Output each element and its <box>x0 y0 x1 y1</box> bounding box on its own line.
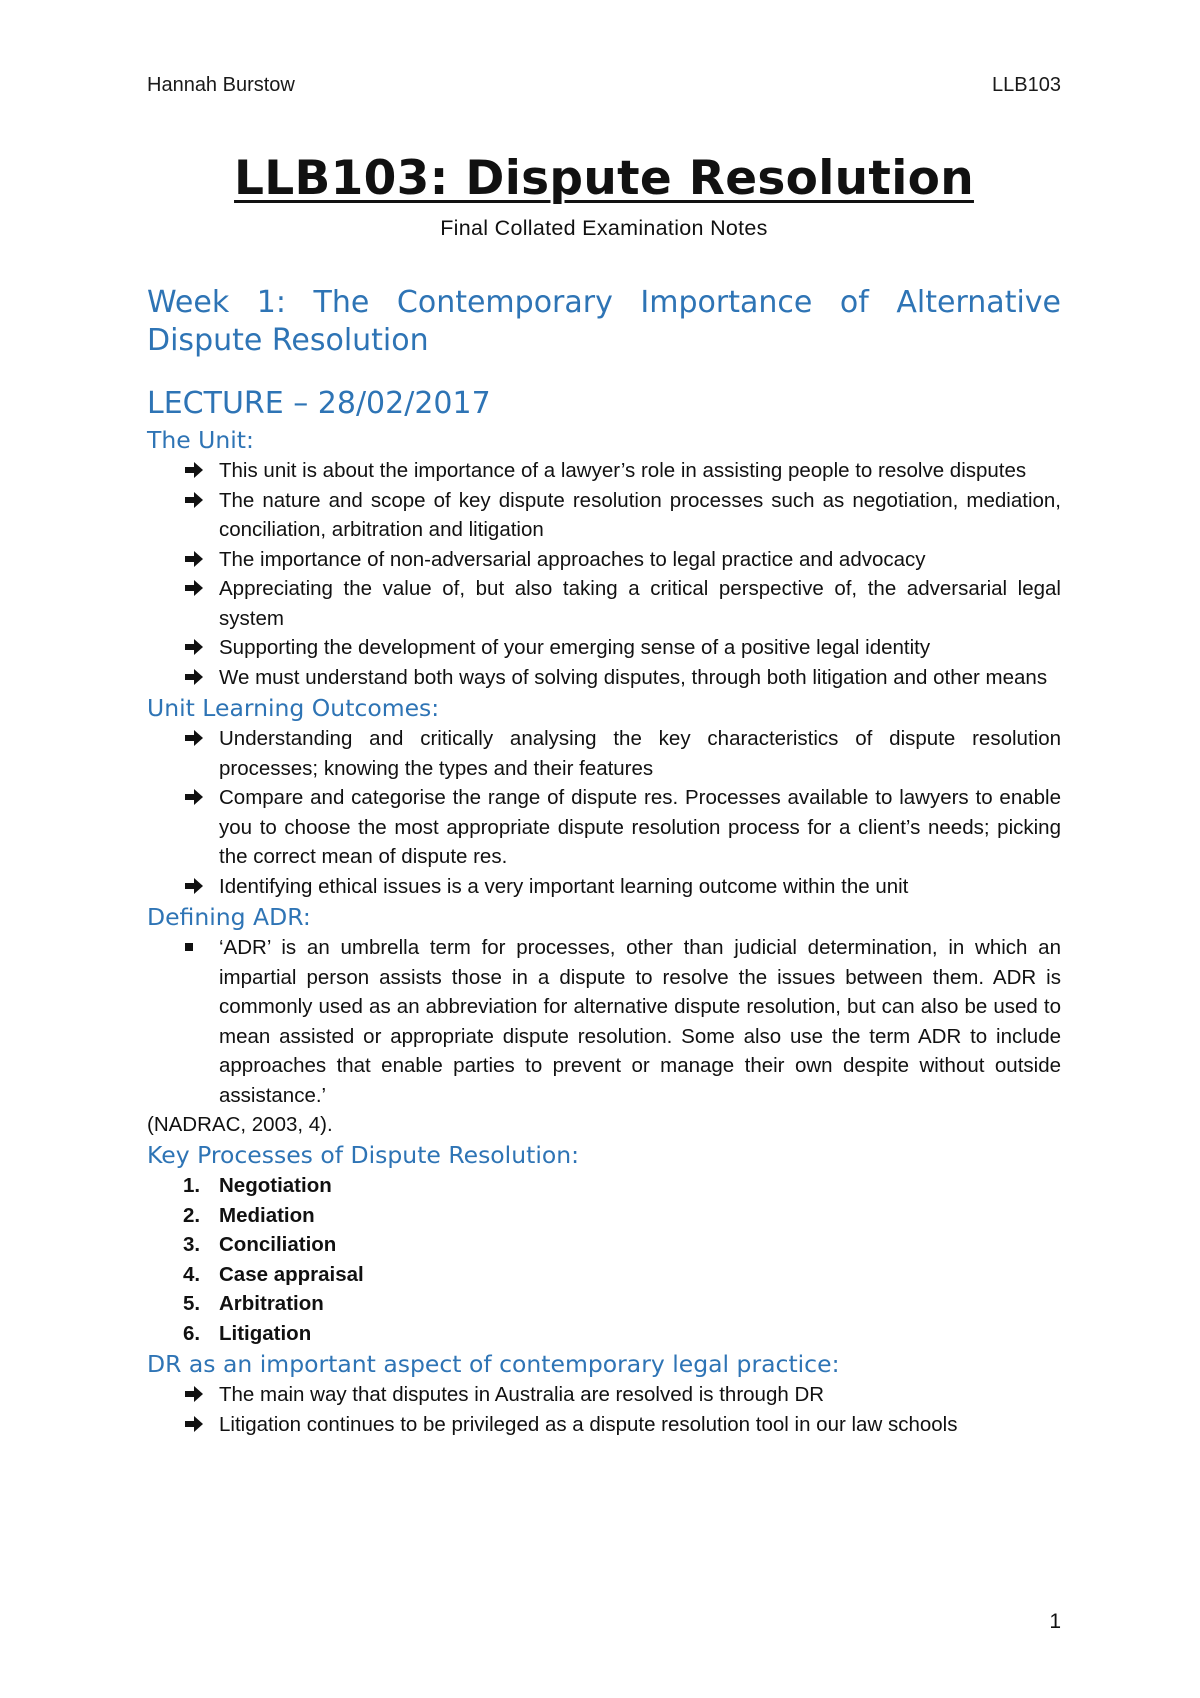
list-item-number: 1. <box>183 1174 201 1197</box>
list-item <box>147 545 1061 575</box>
list-item-number: 2. <box>183 1203 201 1227</box>
list-item-text: The main way that disputes in Australia are resolved is through DR <box>219 1383 825 1406</box>
right-arrow-icon <box>183 1413 205 1435</box>
list-item-number: 3. <box>183 1233 201 1256</box>
week-heading: Week 1: The Contemporary Importance of Alternative Dispute Resolution <box>147 285 1061 358</box>
list-item <box>147 486 1061 545</box>
section-heading-unit: The Unit: <box>147 426 254 454</box>
right-arrow-icon <box>183 636 205 658</box>
list-item-text: Arbitration <box>219 1292 324 1315</box>
document-title: LLB103: Dispute Resolution <box>234 151 974 206</box>
list-item <box>147 783 1061 872</box>
header-unit-code: LLB103 <box>992 74 1061 96</box>
list-item-text: Compare and categorise the range of dispute res. Processes available to lawyers to enable you to choose the most appropriate dispute resolution process for a client’s needs; picking the correct mean of dispute res. <box>219 786 1061 868</box>
right-arrow-icon <box>183 577 205 599</box>
list-item <box>147 724 1061 783</box>
right-arrow-icon <box>183 727 205 749</box>
adr-quote: ‘ADR’ is an umbrella term for processes, other than judicial determination, in which an impartial person assists those in a dispute to resolve the issues between them. ADR is commonly used as an abbreviation for alternative dispute resolution, but can also be used to mean assisted or appropriate dispute resolution. Some also use the term ADR to include approaches that enable parties to prevent or manage their own despite without outside assistance.’ <box>219 936 1061 1107</box>
list-item-text: Case appraisal <box>219 1262 364 1286</box>
section-heading-outcomes: Unit Learning Outcomes: <box>147 694 440 722</box>
processes-list <box>147 1171 1061 1348</box>
page-number: 1 <box>1049 1610 1061 1633</box>
right-arrow-icon <box>183 786 205 808</box>
right-arrow-icon <box>183 459 205 481</box>
list-item-text: Conciliation <box>219 1233 337 1256</box>
list-item <box>147 1410 1061 1440</box>
list-item-text: Litigation <box>219 1321 312 1345</box>
square-bullet-icon <box>185 943 193 951</box>
list-item-text: We must understand both ways of solving disputes, through both litigation and other means <box>219 665 1048 689</box>
list-item <box>147 663 1061 693</box>
list-item <box>147 1380 1061 1410</box>
section-heading-practice: DR as an important aspect of contemporary legal practice: <box>147 1350 840 1378</box>
list-item-text: Appreciating the value of, but also taking a critical perspective of, the adversarial legal system <box>219 577 1061 630</box>
document-body <box>147 146 1061 1439</box>
list-item-text: Identifying ethical issues is a very important learning outcome within the unit <box>219 874 909 898</box>
list-item-text: Understanding and critically analysing the key characteristics of dispute resolution processes; knowing the types and their features <box>219 727 1061 780</box>
outcomes-list <box>147 724 1061 901</box>
lecture-heading: LECTURE – 28/02/2017 <box>147 386 491 421</box>
list-item <box>147 633 1061 663</box>
list-item <box>147 1260 1061 1290</box>
list-item-text: Mediation <box>219 1203 315 1227</box>
list-item <box>147 1289 1061 1319</box>
list-item-text: The nature and scope of key dispute resolution processes such as negotiation, mediation, conciliation, arbitration and litigation <box>219 488 1061 541</box>
document-subtitle: Final Collated Examination Notes <box>440 216 768 240</box>
list-item <box>147 1319 1061 1349</box>
list-item-text: The importance of non-adversarial approaches to legal practice and advocacy <box>219 547 926 571</box>
list-item <box>147 872 1061 902</box>
adr-list <box>147 933 1061 1110</box>
section-heading-processes: Key Processes of Dispute Resolution: <box>147 1141 580 1169</box>
list-item-text: Negotiation <box>219 1174 332 1197</box>
practice-list <box>147 1380 1061 1439</box>
list-item <box>147 1171 1061 1201</box>
adr-citation: (NADRAC, 2003, 4). <box>147 1113 333 1136</box>
list-item <box>147 456 1061 486</box>
header-author: Hannah Burstow <box>147 74 295 96</box>
right-arrow-icon <box>183 666 205 688</box>
list-item-number: 5. <box>183 1292 201 1315</box>
right-arrow-icon <box>183 548 205 570</box>
list-item <box>147 1230 1061 1260</box>
right-arrow-icon <box>183 489 205 511</box>
unit-list <box>147 456 1061 692</box>
list-item-text: Litigation continues to be privileged as a dispute resolution tool in our law schools <box>219 1412 958 1436</box>
list-item <box>147 574 1061 633</box>
list-item-text: Supporting the development of your emerging sense of a positive legal identity <box>219 636 931 659</box>
list-item <box>147 1201 1061 1231</box>
right-arrow-icon <box>183 1383 205 1405</box>
list-item-number: 4. <box>183 1262 201 1286</box>
list-item <box>147 933 1061 1110</box>
list-item-number: 6. <box>183 1321 201 1345</box>
right-arrow-icon <box>183 875 205 897</box>
section-heading-adr: Defining ADR: <box>147 903 311 931</box>
list-item-text: This unit is about the importance of a lawyer’s role in assisting people to resolve disputes <box>219 459 1027 482</box>
